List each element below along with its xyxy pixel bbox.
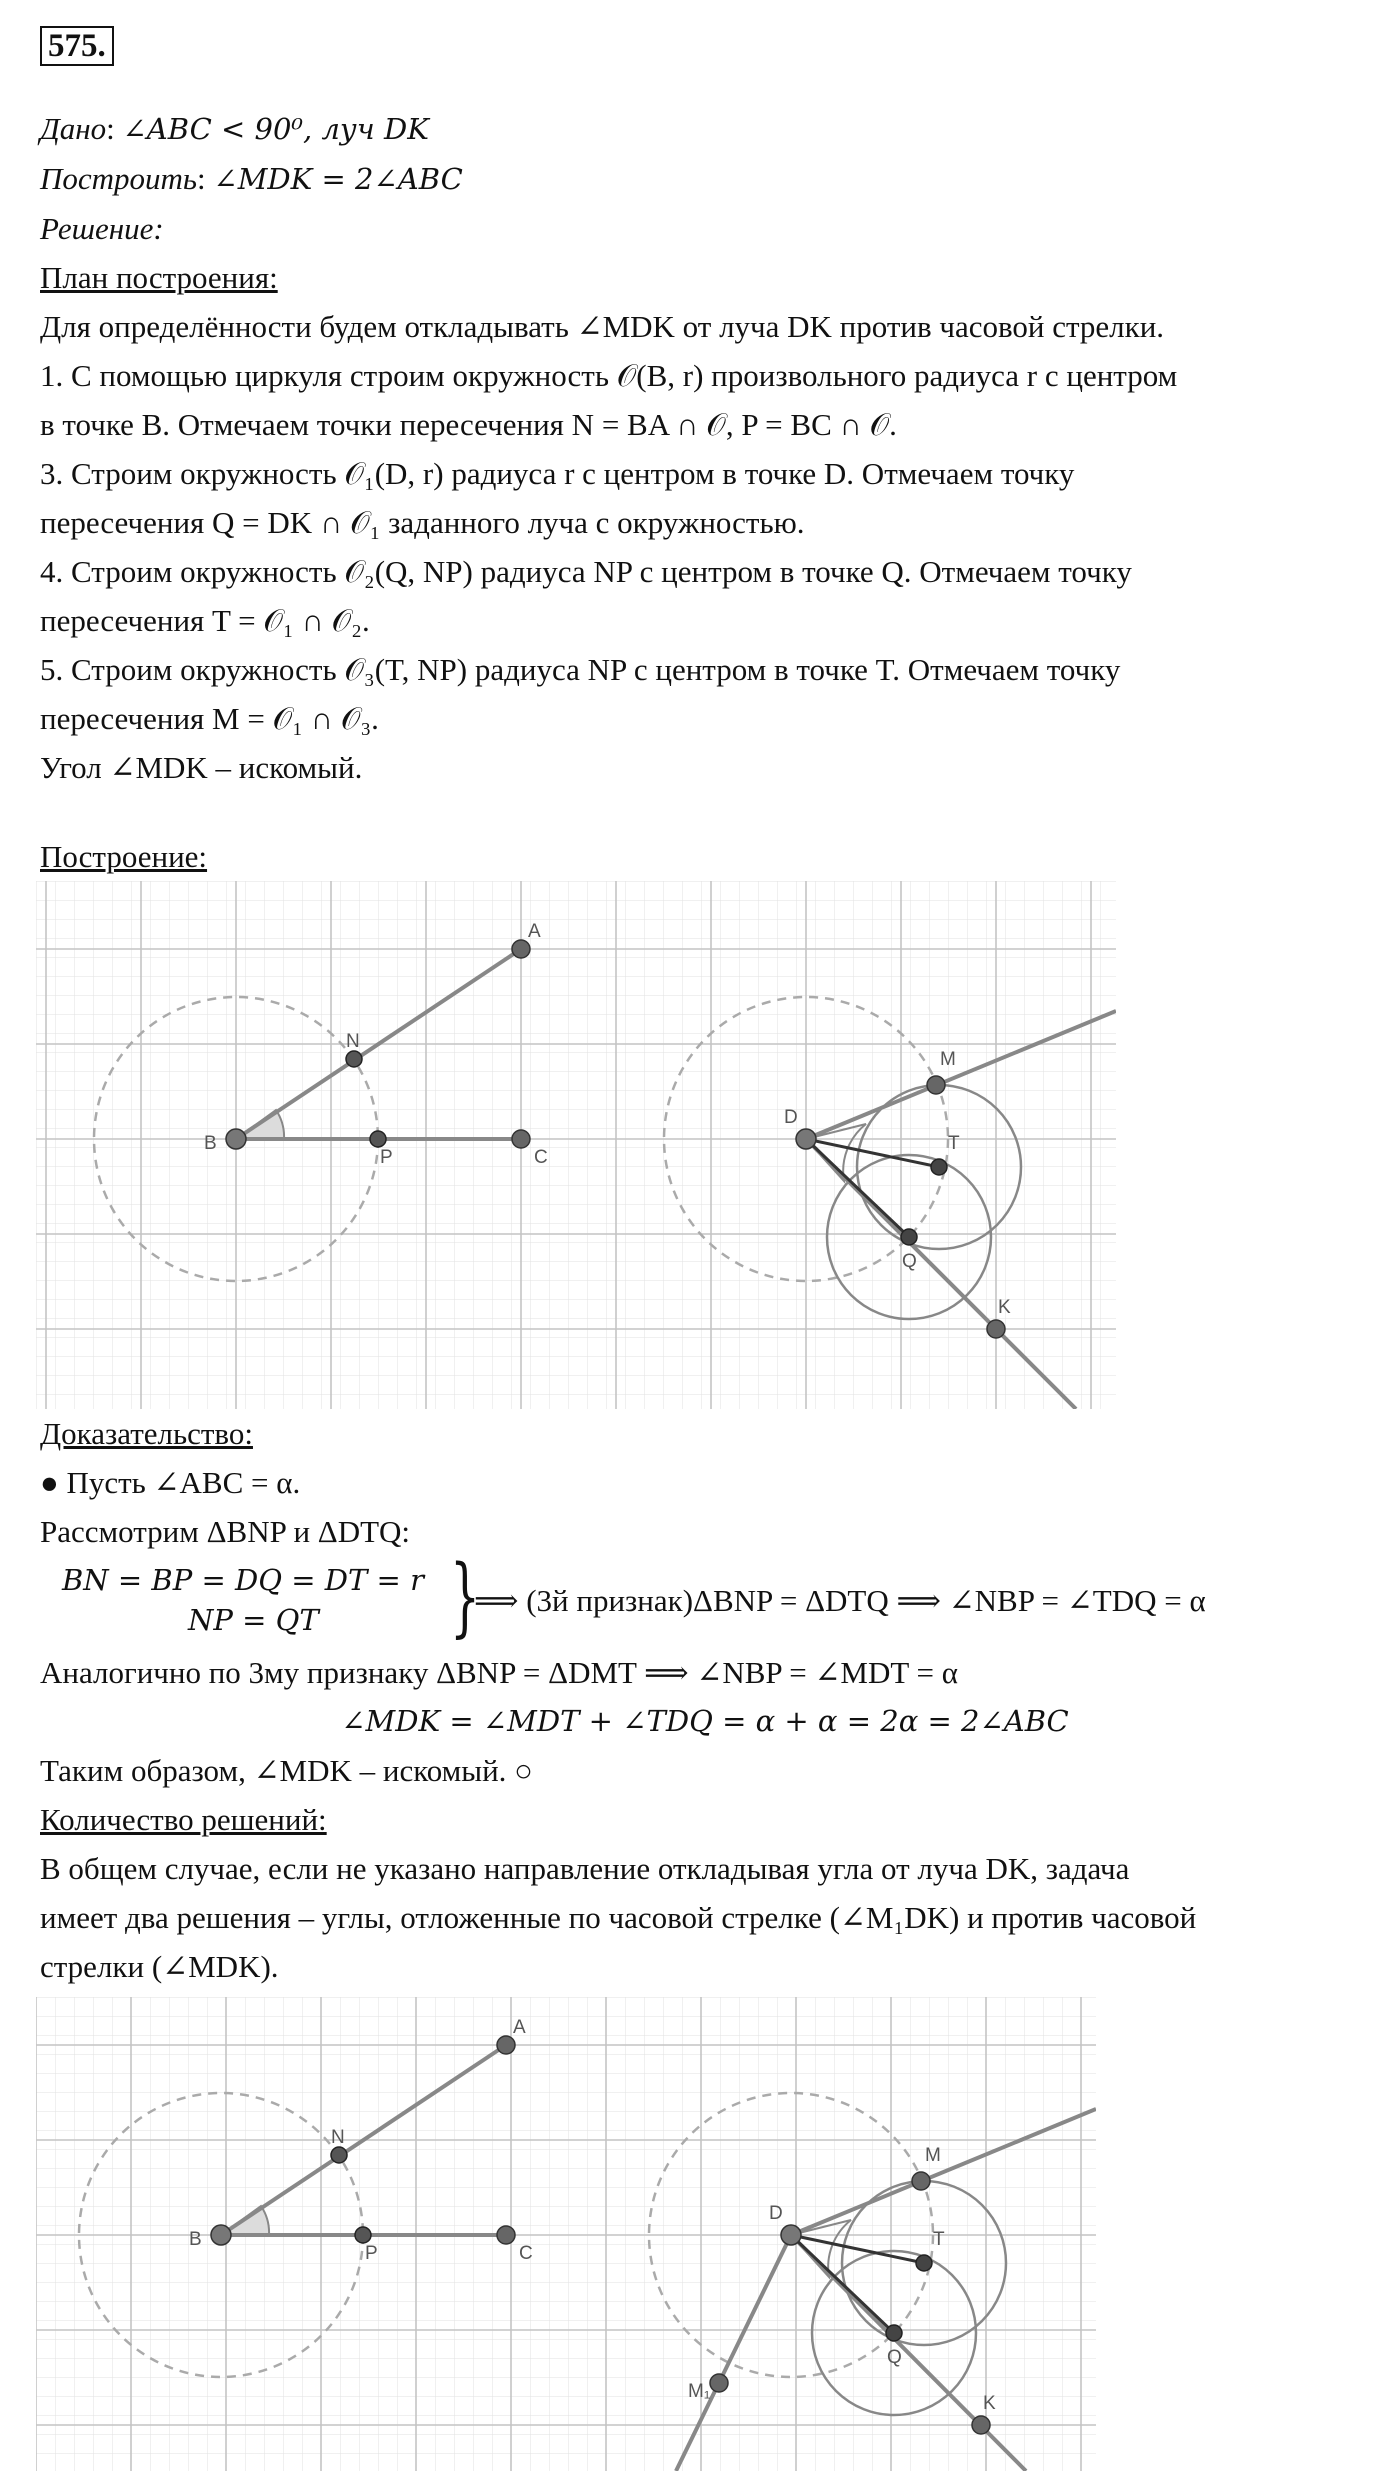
given-line: Дано: ∠ABC < 90⁰, луч DK: [40, 111, 429, 146]
page: [40, 26, 1370, 2471]
plan-title: План построения:: [40, 260, 278, 295]
label-m: M: [925, 2145, 941, 2166]
construct-label: Построить: [40, 161, 198, 196]
label-n: N: [346, 1031, 360, 1052]
system-brace: }: [450, 1547, 481, 1647]
label-a: A: [513, 2017, 526, 2038]
plan-line: пересечения T = 𝒪₁ ∩ 𝒪₂.: [40, 603, 370, 638]
solution-label: Решение:: [40, 211, 164, 246]
proof-line: Аналогично по 3му признаку ΔBNP = ΔDMT ⟹ ∠NBP = ∠MDT = α: [40, 1655, 958, 1690]
count-line: В общем случае, если не указано направление откладывая угла от луча DK, задача: [40, 1851, 1130, 1886]
point-a: [497, 2036, 515, 2054]
proof-line: Рассмотрим ΔBNP и ΔDTQ:: [40, 1514, 411, 1549]
label-t: T: [948, 1133, 960, 1154]
system-conclusion: ⟹ (3й признак)ΔBNP = ΔDTQ ⟹ ∠NBP = ∠TDQ = α: [474, 1583, 1206, 1618]
label-a: A: [528, 921, 541, 942]
point-n: [331, 2147, 347, 2163]
point-c: [497, 2226, 515, 2244]
proof-formula: ∠MDK = ∠MDT + ∠TDQ = α + α = 2α = 2∠ABC: [341, 1704, 1069, 1738]
label-b: B: [204, 1133, 217, 1154]
label-c: C: [534, 1147, 548, 1168]
point-t: [931, 1159, 947, 1175]
system-line-1: BN = BP = DQ = DT = r: [62, 1563, 424, 1597]
plan-line: пересечения Q = DK ∩ 𝒪₁ заданного луча с окружностью.: [40, 505, 805, 540]
point-b: [211, 2225, 231, 2245]
point-d: [796, 1129, 816, 1149]
point-p: [355, 2227, 371, 2243]
plan-line: 1. С помощью циркуля строим окружность 𝒪(B, r) произвольного радиуса r с центром: [40, 358, 1178, 393]
given-label: Дано: [40, 111, 107, 146]
label-n: N: [331, 2127, 345, 2148]
point-m1: [710, 2374, 728, 2392]
label-d: D: [769, 2203, 783, 2224]
label-m: M: [940, 1049, 956, 1070]
plan-line: 4. Строим окружность 𝒪₂(Q, NP) радиуса NP с центром в точке Q. Отмечаем точку: [40, 554, 1132, 589]
proof-title: Доказательство:: [40, 1416, 253, 1451]
count-line: стрелки (∠MDK).: [40, 1949, 279, 1984]
plan-line: пересечения M = 𝒪₁ ∩ 𝒪₃.: [40, 701, 379, 736]
point-m: [927, 1076, 945, 1094]
label-b: B: [189, 2229, 202, 2250]
label-q: Q: [902, 1251, 917, 1272]
plan-line: 5. Строим окружность 𝒪₃(T, NP) радиуса NP с центром в точке T. Отмечаем точку: [40, 652, 1121, 687]
count-title: Количество решений:: [40, 1802, 327, 1837]
plan-line: Для определённости будем откладывать ∠MDK от луча DK против часовой стрелки.: [40, 309, 1165, 344]
point-k: [987, 1320, 1005, 1338]
point-n: [346, 1051, 362, 1067]
count-line: имеет два решения – углы, отложенные по часовой стрелке (∠M₁DK) и против часовой: [40, 1900, 1197, 1935]
point-p: [370, 1131, 386, 1147]
point-m: [912, 2172, 930, 2190]
point-q: [901, 1229, 917, 1245]
spacer: [40, 792, 1370, 832]
label-k: K: [998, 1297, 1011, 1318]
construction-title: Построение:: [40, 839, 208, 874]
plan-line: 3. Строим окружность 𝒪₁(D, r) радиуса r с центром в точке D. Отмечаем точку: [40, 456, 1075, 491]
plan-line: в точке B. Отмечаем точки пересечения N = BA ∩ 𝒪, P = BC ∩ 𝒪.: [40, 407, 897, 442]
two-solutions-figure: [36, 1997, 1096, 2471]
construct-line: Построить: ∠MDK = 2∠ABC: [40, 161, 463, 196]
given-expr: ∠ABC < 90⁰, луч DK: [122, 112, 429, 146]
label-c: C: [519, 2243, 533, 2264]
point-c: [512, 1130, 530, 1148]
label-t: T: [933, 2229, 945, 2250]
label-d: D: [784, 1107, 798, 1128]
proof-line: ● Пусть ∠ABC = α.: [40, 1465, 301, 1500]
point-t: [916, 2255, 932, 2271]
point-q: [886, 2325, 902, 2341]
label-k: K: [983, 2393, 996, 2414]
problem-number: [40, 26, 1370, 70]
label-p: P: [380, 1147, 393, 1168]
point-b: [226, 1129, 246, 1149]
spacer: [40, 70, 1370, 104]
label-p: P: [365, 2243, 378, 2264]
point-a: [512, 940, 530, 958]
plan-line: Угол ∠MDK – искомый.: [40, 750, 363, 785]
label-m1: M₁: [688, 2381, 711, 2402]
proof-line: Таким образом, ∠MDK – искомый. ○: [40, 1753, 533, 1788]
point-d: [781, 2225, 801, 2245]
proof-system: [40, 1547, 1370, 1648]
system-line-2: NP = QT: [188, 1603, 319, 1637]
construction-figure: [36, 881, 1116, 1409]
point-k: [972, 2416, 990, 2434]
construct-expr: ∠MDK = 2∠ABC: [213, 162, 463, 196]
label-q: Q: [887, 2347, 902, 2368]
problem-number-box: 575.: [40, 26, 114, 66]
